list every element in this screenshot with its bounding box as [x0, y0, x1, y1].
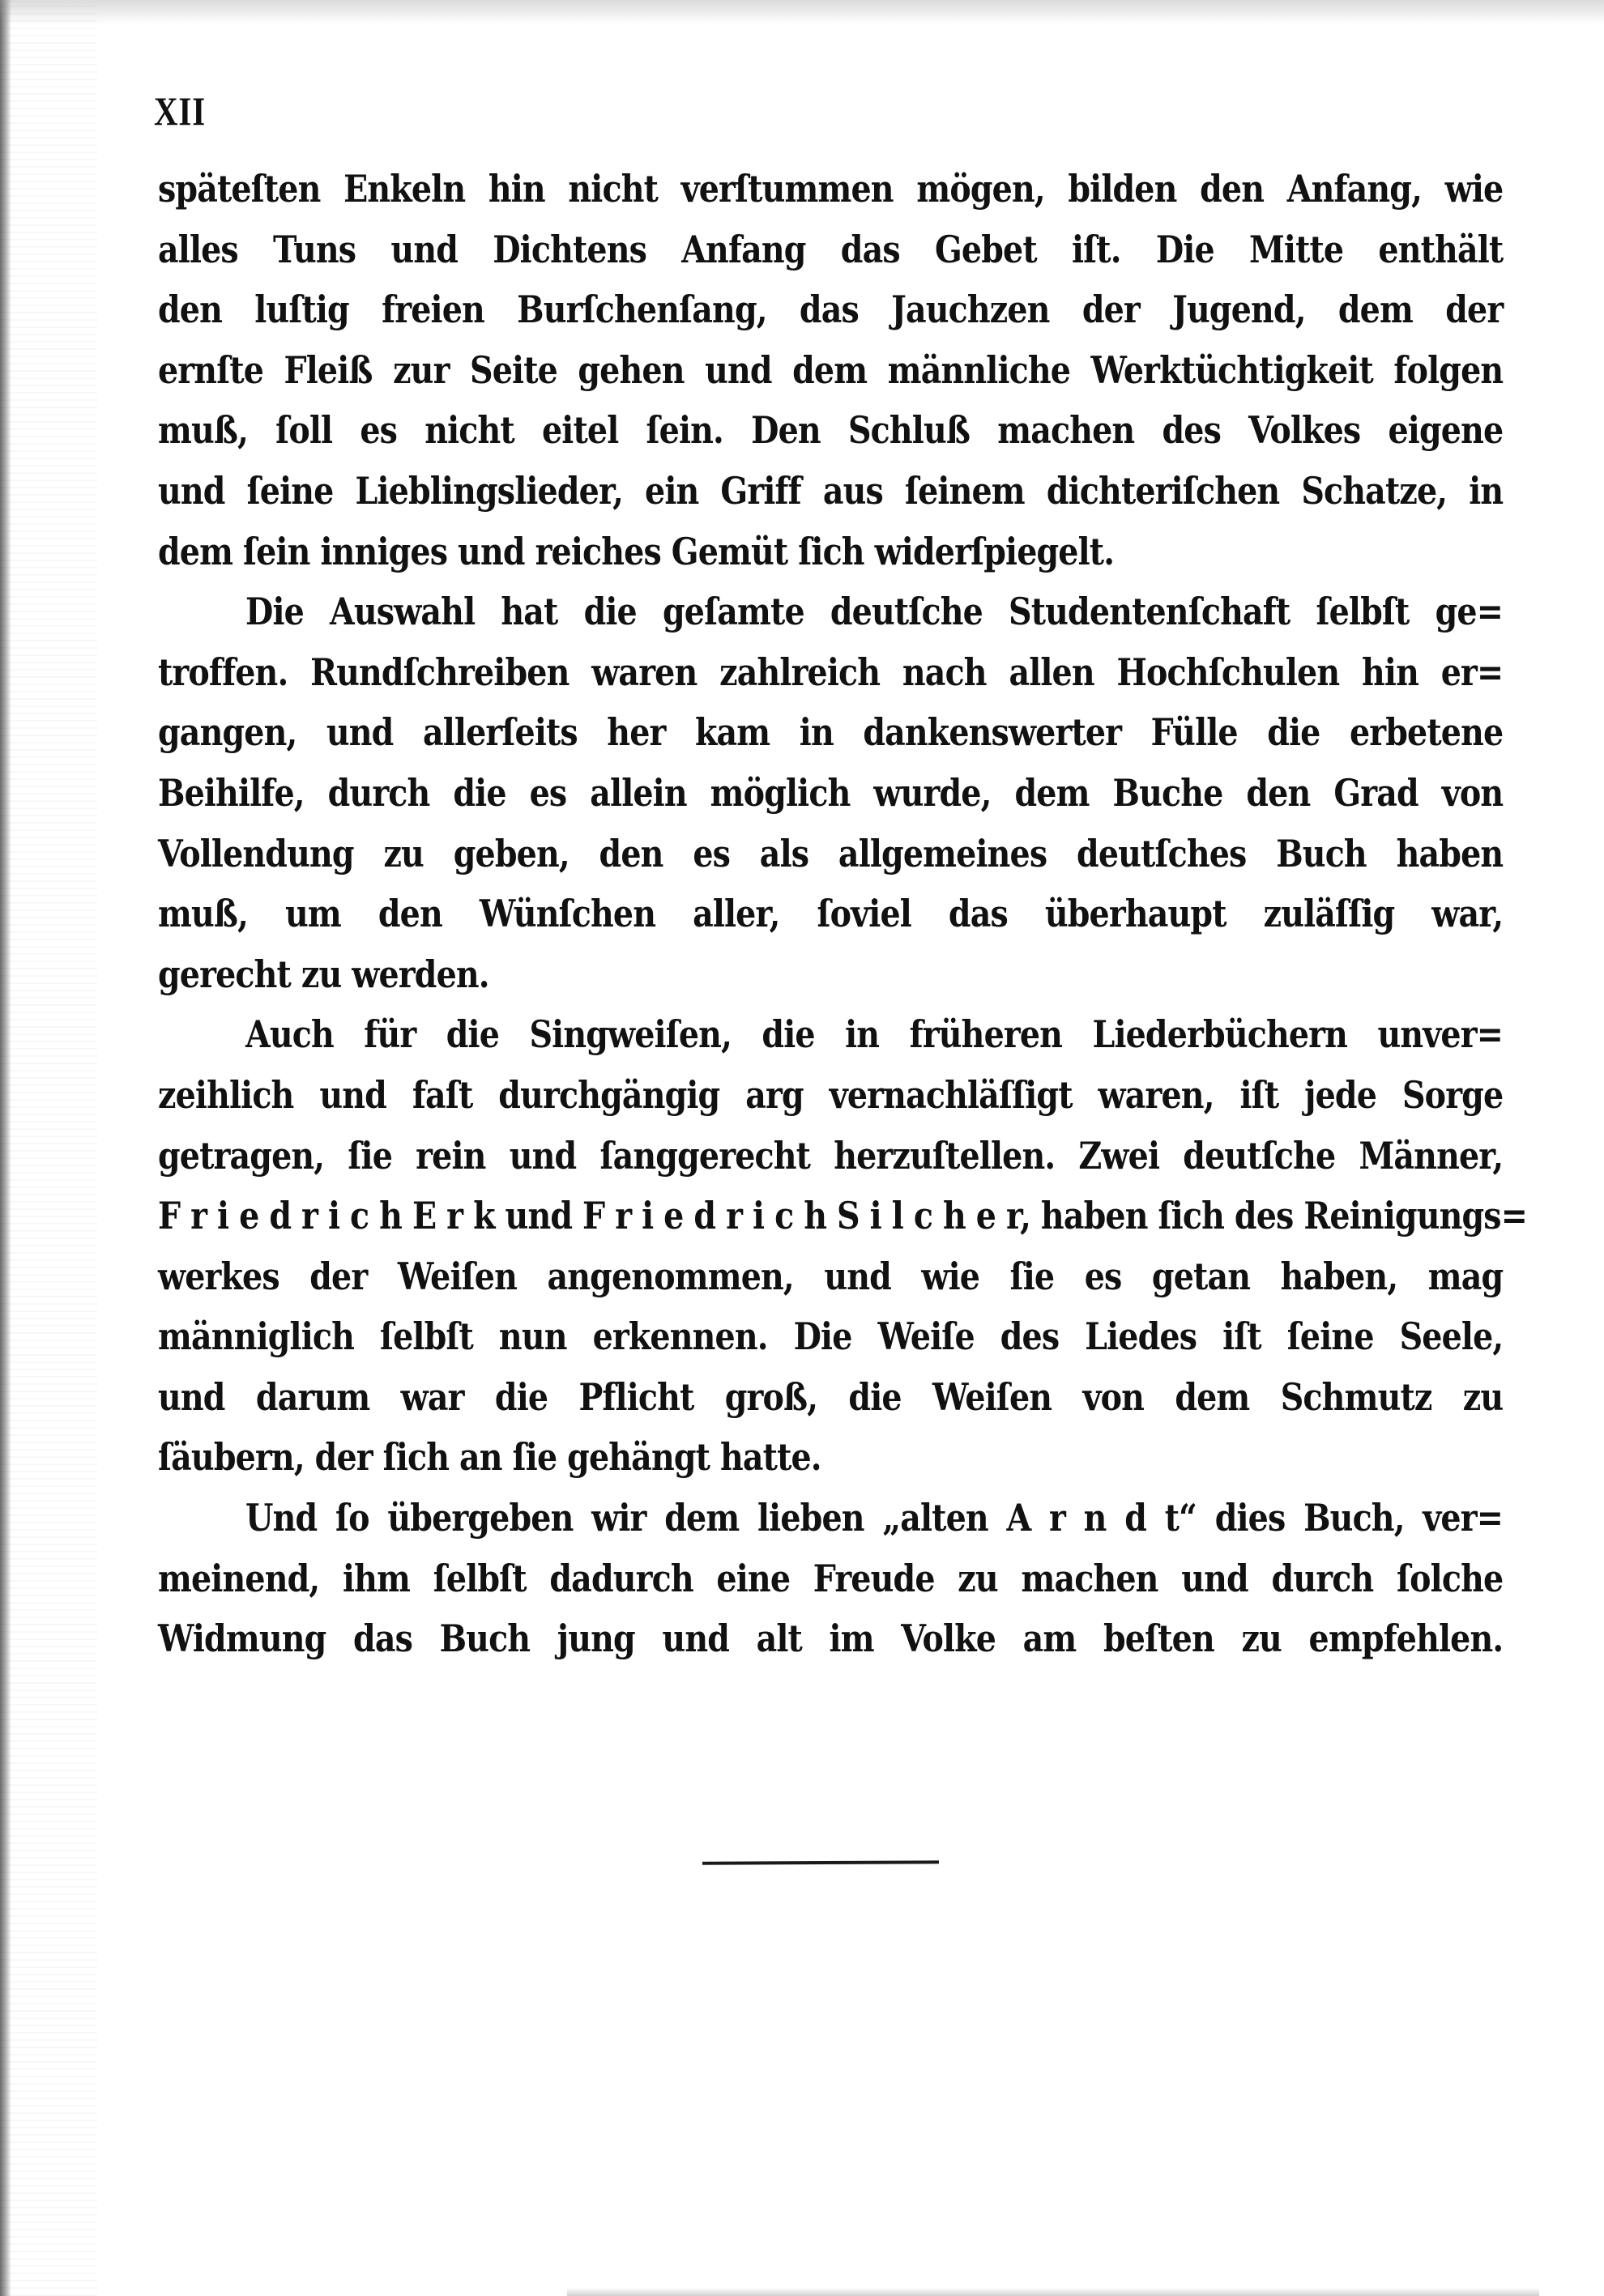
text-line: Beihilfe, durch die es allein möglich wurde, dem Buche den Grad von	[158, 770, 1504, 815]
text-line: und darum war die Pflicht groß, die Weiſen von dem Schmutz zu	[158, 1374, 1504, 1419]
text-line: und ſeine Lieblingslieder, ein Griff aus ſeinem dichteriſchen Schatze, in	[158, 468, 1504, 513]
text-line: gangen, und allerſeits her kam in dankenswerter Fülle die erbetene	[158, 710, 1504, 755]
text-line: alles Tuns und Dichtens Anfang das Gebet iſt. Die Mitte enthält	[158, 227, 1504, 271]
text-line: ernſte Fleiß zur Seite gehen und dem männliche Werktüchtigkeit folgen	[158, 347, 1504, 392]
scan-shadow-top	[0, 0, 1604, 24]
body-text	[158, 159, 1528, 1669]
scan-shadow-bottom	[567, 2288, 1539, 2296]
text-line-paragraph-end: dem ſein inniges und reiches Gemüt ſich widerſpiegelt.	[158, 529, 1115, 573]
text-line: meinend, ihm ſelbſt dadurch eine Freude zu machen und durch ſolche	[158, 1556, 1504, 1600]
text-line: F r i e d r i c h E r k und F r i e d r i c h S i l c h e r, haben ſich des Reinigungs=	[158, 1194, 1528, 1238]
text-line-paragraph-start: Die Auswahl hat die geſamte deutſche Studentenſchaft ſelbſt ge=	[245, 590, 1503, 634]
text-line: zeihlich und faſt durchgängig arg vernachläſſigt waren, iſt jede Sorge	[158, 1072, 1504, 1117]
text-line-paragraph-end: gerecht zu werden.	[158, 952, 489, 996]
text-line: männiglich ſelbſt nun erkennen. Die Weiſe des Liedes iſt ſeine Seele,	[158, 1314, 1504, 1359]
text-line: Widmung das Buch jung und alt im Volke am beſten zu empfehlen.	[158, 1617, 1504, 1661]
text-line-paragraph-start: Auch für die Singweiſen, die in früheren Liederbüchern unver=	[245, 1012, 1503, 1057]
text-line: den luſtig freien Burſchenſang, das Jauchzen der Jugend, dem der	[158, 288, 1504, 332]
text-line: Vollendung zu geben, den es als allgemeines deutſches Buch haben	[158, 831, 1504, 875]
page-number: XII	[154, 88, 206, 134]
text-line: troffen. Rundſchreiben waren zahlreich nach allen Hochſchulen hin er=	[158, 650, 1504, 694]
text-line: späteſten Enkeln hin nicht verſtummen mögen, bilden den Anfang, wie	[158, 167, 1504, 211]
text-line: muß, um den Wünſchen aller, ſoviel das überhaupt zuläſſig war,	[158, 892, 1504, 936]
text-line: muß, ſoll es nicht eitel ſein. Den Schluß machen des Volkes eigene	[158, 408, 1504, 453]
text-line: getragen, ſie rein und ſanggerecht herzuſtellen. Zwei deutſche Männer,	[158, 1133, 1504, 1178]
section-end-rule	[702, 1860, 939, 1865]
text-line-paragraph-start: Und ſo übergeben wir dem lieben „alten A r n d t“ dies Buch, ver=	[245, 1496, 1503, 1540]
scan-noise-left	[0, 0, 97, 2296]
text-line: werkes der Weiſen angenommen, und wie ſie es getan haben, mag	[158, 1254, 1504, 1298]
text-line-paragraph-end: ſäubern, der ſich an ſie gehängt hatte.	[158, 1435, 821, 1480]
